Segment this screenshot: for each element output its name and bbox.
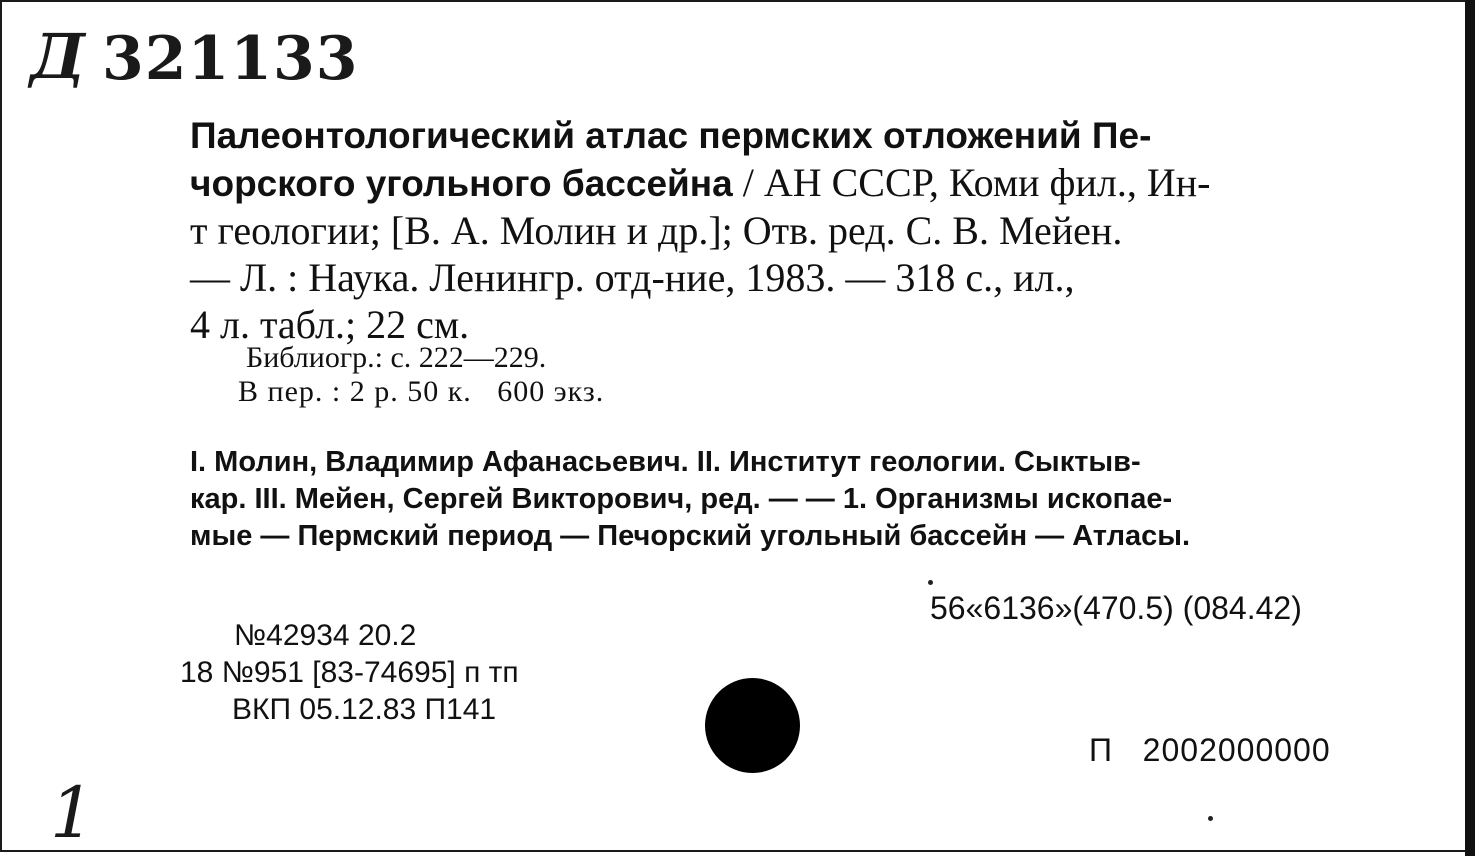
speck	[1208, 816, 1213, 821]
udc-classification: 56«6136»(470.5) (084.42)	[930, 590, 1302, 626]
tracing-line-1: I. Молин, Владимир Афанасьевич. II. Институт геологии. Сыктыв-	[190, 446, 1141, 478]
title-line-1	[190, 112, 1350, 159]
title-line-4: — Л. : Наука. Ленингр. отд-ние, 1983. — 318 с., ил.,	[190, 255, 1075, 300]
tech-line-2: 18 №951 [83-74695] п тп	[180, 656, 519, 689]
price-and-print-run: В пер. : 2 р. 50 к. 600 экз.	[238, 375, 605, 408]
title-rest-2: / АН СССР, Коми фил., Ин-	[732, 160, 1211, 205]
handwritten-mark: 1	[50, 772, 95, 854]
card-number: 321133	[102, 24, 359, 94]
title-line-2	[190, 159, 1350, 207]
title-bold-2: чорского угольного бассейна	[190, 163, 733, 204]
bibliography-note: Библиогр.: с. 222—229.	[246, 341, 547, 374]
index-code: П 2002000000	[1089, 732, 1331, 768]
speck	[928, 580, 933, 585]
bibliographic-description	[190, 112, 1350, 348]
title-line-3: т геологии; [В. А. Молин и др.]; Отв. ред. С. В. Мейен.	[190, 208, 1123, 253]
handwritten-letter: Д	[30, 20, 86, 93]
tech-line-1: №42934 20.2	[234, 619, 417, 652]
title-line-5: 4 л. табл.; 22 см.	[190, 302, 470, 347]
tracings	[190, 444, 1345, 555]
card-edge	[1465, 0, 1475, 856]
tracing-line-3: мые — Пермский период — Печорский угольный бассейн — Атласы.	[190, 520, 1191, 552]
punch-hole	[705, 678, 800, 773]
tech-line-3: ВКП 05.12.83 П141	[232, 693, 497, 726]
tracing-line-2: кар. III. Мейен, Сергей Викторович, ред. — — 1. Организмы ископае-	[190, 483, 1173, 515]
title-bold-1: Палеонтологический атлас пермских отложений Пе-	[190, 115, 1152, 156]
